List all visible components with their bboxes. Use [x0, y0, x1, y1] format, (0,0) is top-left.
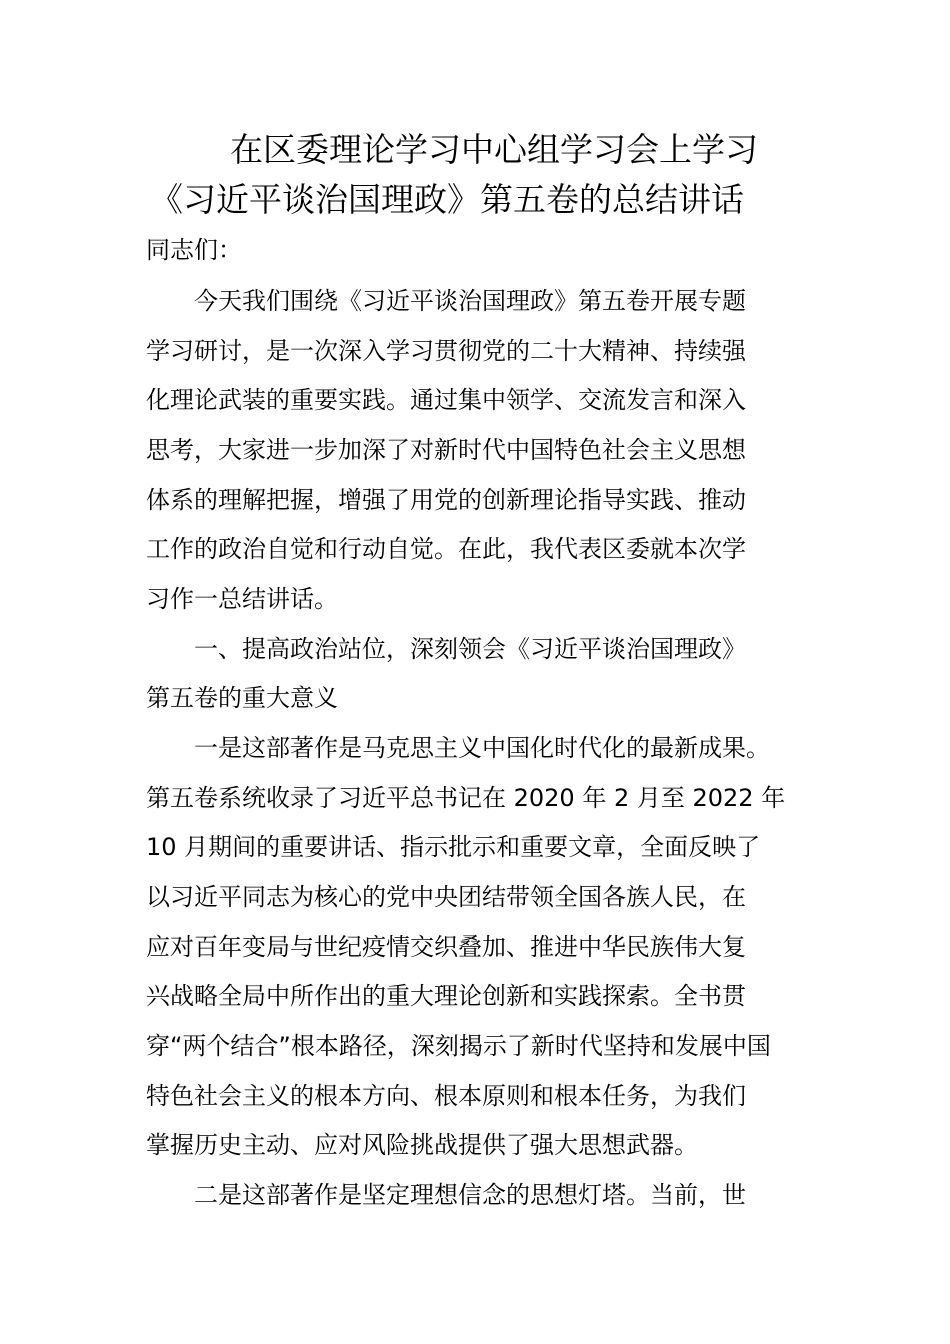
section-heading-line: 一、提高政治站位，深刻领会《习近平谈治国理政》 [194, 635, 746, 663]
paragraph-line: 思考，大家进一步加深了对新时代中国特色社会主义思想 [146, 436, 746, 464]
paragraph-line: 习作一总结讲话。 [146, 585, 338, 613]
paragraph-line: 以习近平同志为核心的党中央团结带领全国各族人民，在 [146, 883, 746, 911]
paragraph-line: 应对百年变局与世纪疫情交织叠加、推进中华民族伟大复 [146, 933, 746, 961]
paragraph-line: 二是这部著作是坚定理想信念的思想灯塔。当前，世 [194, 1181, 746, 1209]
document-title-line-1: 在区委理论学习中心组学习会上学习 [230, 130, 758, 169]
paragraph-line: 一是这部著作是马克思主义中国化时代化的最新成果。 [194, 734, 770, 762]
paragraph-line: 体系的理解把握，增强了用党的创新理论指导实践、推动 [146, 486, 746, 514]
paragraph-line: 10 月期间的重要讲话、指示批示和重要文章，全面反映了 [146, 833, 761, 861]
paragraph-line: 学习研讨，是一次深入学习贯彻党的二十大精神、持续强 [146, 337, 746, 365]
section-heading-line: 第五卷的重大意义 [146, 684, 338, 712]
salutation: 同志们： [146, 236, 242, 264]
paragraph-line: 第五卷系统收录了习近平总书记在 2020 年 2 月至 2022 年 [146, 784, 786, 812]
paragraph-line: 今天我们围绕《习近平谈治国理政》第五卷开展专题 [194, 287, 746, 315]
document-title-line-2: 《习近平谈治国理政》第五卷的总结讲话 [150, 180, 744, 219]
paragraph-line: 兴战略全局中所作出的重大理论创新和实践探索。全书贯 [146, 982, 746, 1010]
paragraph-line: 掌握历史主动、应对风险挑战提供了强大思想武器。 [146, 1131, 698, 1159]
paragraph-line: 特色社会主义的根本方向、根本原则和根本任务，为我们 [146, 1082, 746, 1110]
paragraph-line: 工作的政治自觉和行动自觉。在此，我代表区委就本次学 [146, 535, 746, 563]
paragraph-line: 穿“两个结合”根本路径，深刻揭示了新时代坚持和发展中国 [146, 1032, 771, 1060]
paragraph-line: 化理论武装的重要实践。通过集中领学、交流发言和深入 [146, 386, 746, 414]
